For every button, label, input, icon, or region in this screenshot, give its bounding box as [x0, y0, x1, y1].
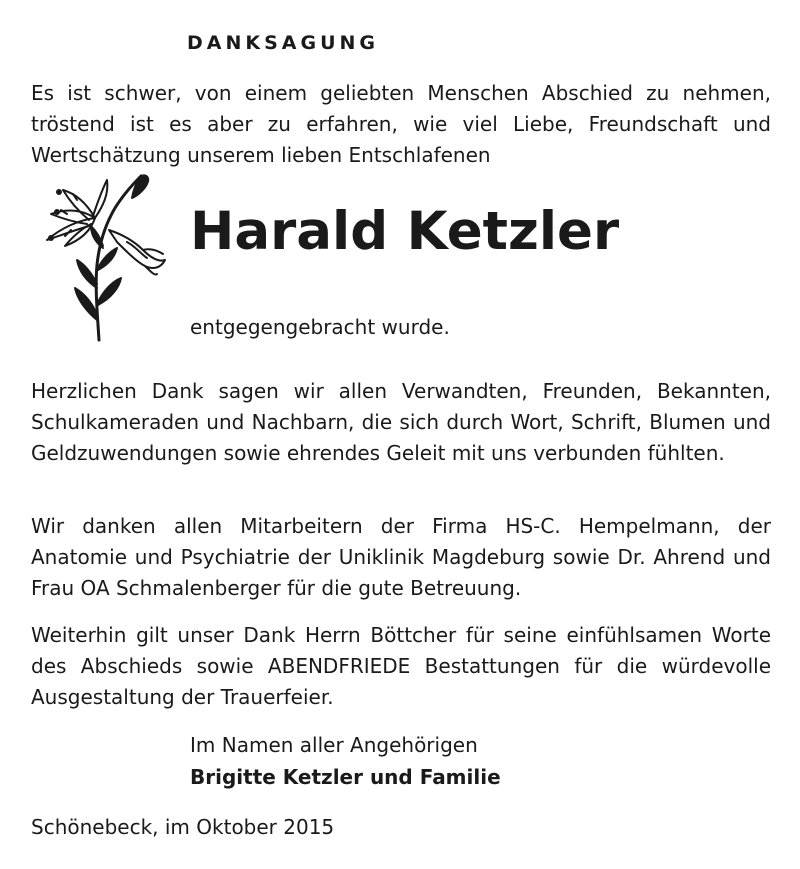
notice-heading: DANKSAGUNG [187, 32, 380, 54]
deceased-name: Harald Ketzler [190, 201, 620, 262]
signature-family: Brigitte Ketzler und Familie [190, 765, 501, 789]
signature-line: Im Namen aller Angehörigen [190, 733, 478, 757]
place-date: Schönebeck, im Oktober 2015 [31, 815, 335, 839]
funeral-thanks-paragraph: Weiterhin gilt unser Dank Herrn Böttcher für seine einfühlsamen Worte des Abschieds sowie ABENDFRIEDE Bestattungen für die würdevolle Ausgestaltung der Trauerfeier. [31, 623, 771, 709]
after-name-text: entgegengebracht wurde. [190, 315, 450, 339]
thanks-paragraph: Herzlichen Dank sagen wir allen Verwandten, Freunden, Bekannten, Schulkameraden und Nachbarn, die sich durch Wort, Schrift, Blumen und Geldzuwendungen sowie ehrendes Geleit mit uns verbunden fühlten. [31, 379, 771, 465]
staff-thanks-paragraph: Wir danken allen Mitarbeitern der Firma HS-C. Hempelmann, der Anatomie und Psychiatrie der Uniklinik Magdeburg sowie Dr. Ahrend und Frau OA Schmalenberger für die gute Betreuung. [31, 514, 771, 600]
lily-icon [37, 170, 167, 342]
intro-paragraph: Es ist schwer, von einem geliebten Menschen Abschied zu nehmen, tröstend ist es aber zu erfahren, wie viel Liebe, Freundschaft und Wertschätzung unserem lieben Entschlafenen [31, 81, 771, 167]
